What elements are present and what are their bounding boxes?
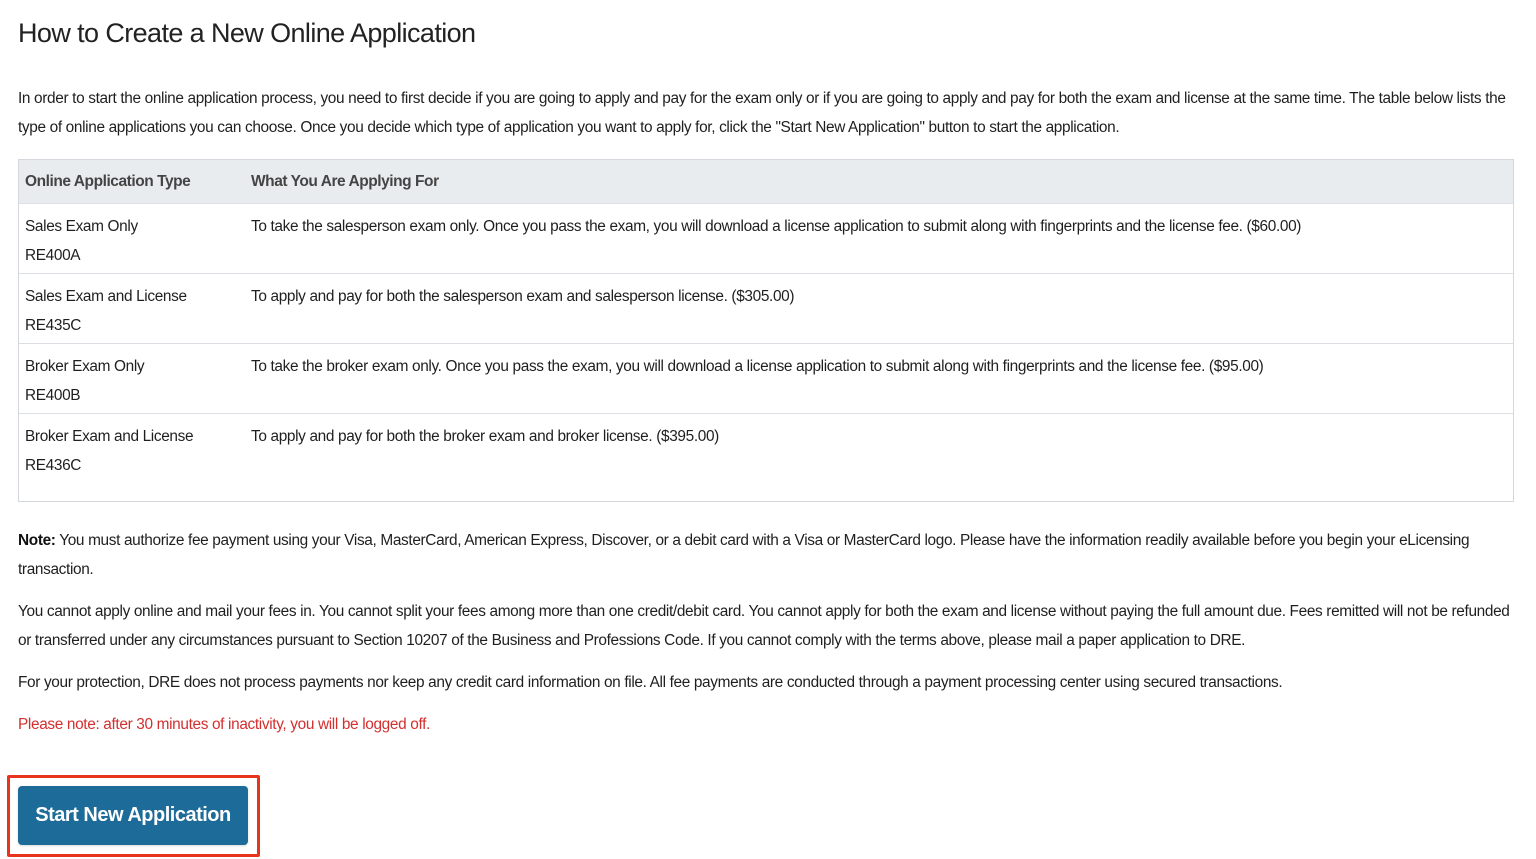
protection-text: For your protection, DRE does not process payments nor keep any credit card information on file. All fee payments are conducted through a payment processing center using secured transactions. (18, 674, 1283, 691)
table-row (19, 344, 1513, 414)
application-types-table (18, 159, 1514, 502)
start-new-application-button[interactable]: Start New Application (18, 786, 248, 845)
application-form-code: RE435C (25, 317, 82, 334)
table-row (19, 414, 1513, 484)
page-title: How to Create a New Online Application (18, 18, 476, 48)
application-type-cell (19, 414, 245, 484)
application-form-code: RE400B (25, 387, 81, 404)
application-description: To apply and pay for both the broker exam and broker license. ($395.00) (251, 428, 719, 445)
application-type-name: Sales Exam Only (25, 218, 138, 235)
application-description: To apply and pay for both the salesperson exam and salesperson license. ($305.00) (245, 274, 1513, 344)
application-form-code: RE436C (25, 457, 82, 474)
payment-note (18, 526, 1518, 584)
fees-policy-text: You cannot apply online and mail your fees in. You cannot split your fees among more than one credit/debit card. You cannot apply for both the exam and license without paying the full amount due. Fees remitted will not be refunded or transferred under any circumstances pursuant to Section 10207 of the Business and Professions Code. If you cannot comply with the terms above, please mail a paper application to DRE. (18, 603, 1510, 649)
inactivity-warning: Please note: after 30 minutes of inactivity, you will be logged off. (18, 716, 430, 733)
application-form-code: RE400A (25, 247, 81, 264)
application-type-name: Broker Exam and License (25, 428, 194, 445)
table-header-row (19, 160, 1513, 204)
application-description: To take the salesperson exam only. Once you pass the exam, you will download a license application to submit along with fingerprints and the license fee. ($60.00) (245, 204, 1513, 274)
table-row (19, 204, 1513, 274)
column-header-applying-for: What You Are Applying For (245, 160, 1513, 204)
table-row (19, 274, 1513, 344)
application-type-cell (19, 274, 245, 344)
column-header-application-type: Online Application Type (19, 160, 245, 204)
intro-paragraph: In order to start the online application process, you need to first decide if you are going to apply and pay for the exam only or if you are going to apply and pay for both the exam and license at the same time. The table below lists the type of online applications you can choose. Once you decide which type of application you want to apply for, click the "Start New Application" button to start the application. (18, 90, 1506, 136)
application-description: To take the broker exam only. Once you pass the exam, you will download a license application to submit along with fingerprints and the license fee. ($95.00) (245, 344, 1513, 414)
application-type-name: Broker Exam Only (25, 358, 145, 375)
application-type-name: Sales Exam and License (25, 288, 187, 305)
note-text: You must authorize fee payment using your Visa, MasterCard, American Express, Discover, or a debit card with a Visa or MasterCard logo. Please have the information readily available before you begin your eLicensing transaction. (18, 532, 1470, 578)
application-type-cell (19, 344, 245, 414)
note-label: Note: (18, 532, 56, 549)
application-type-cell (19, 204, 245, 274)
